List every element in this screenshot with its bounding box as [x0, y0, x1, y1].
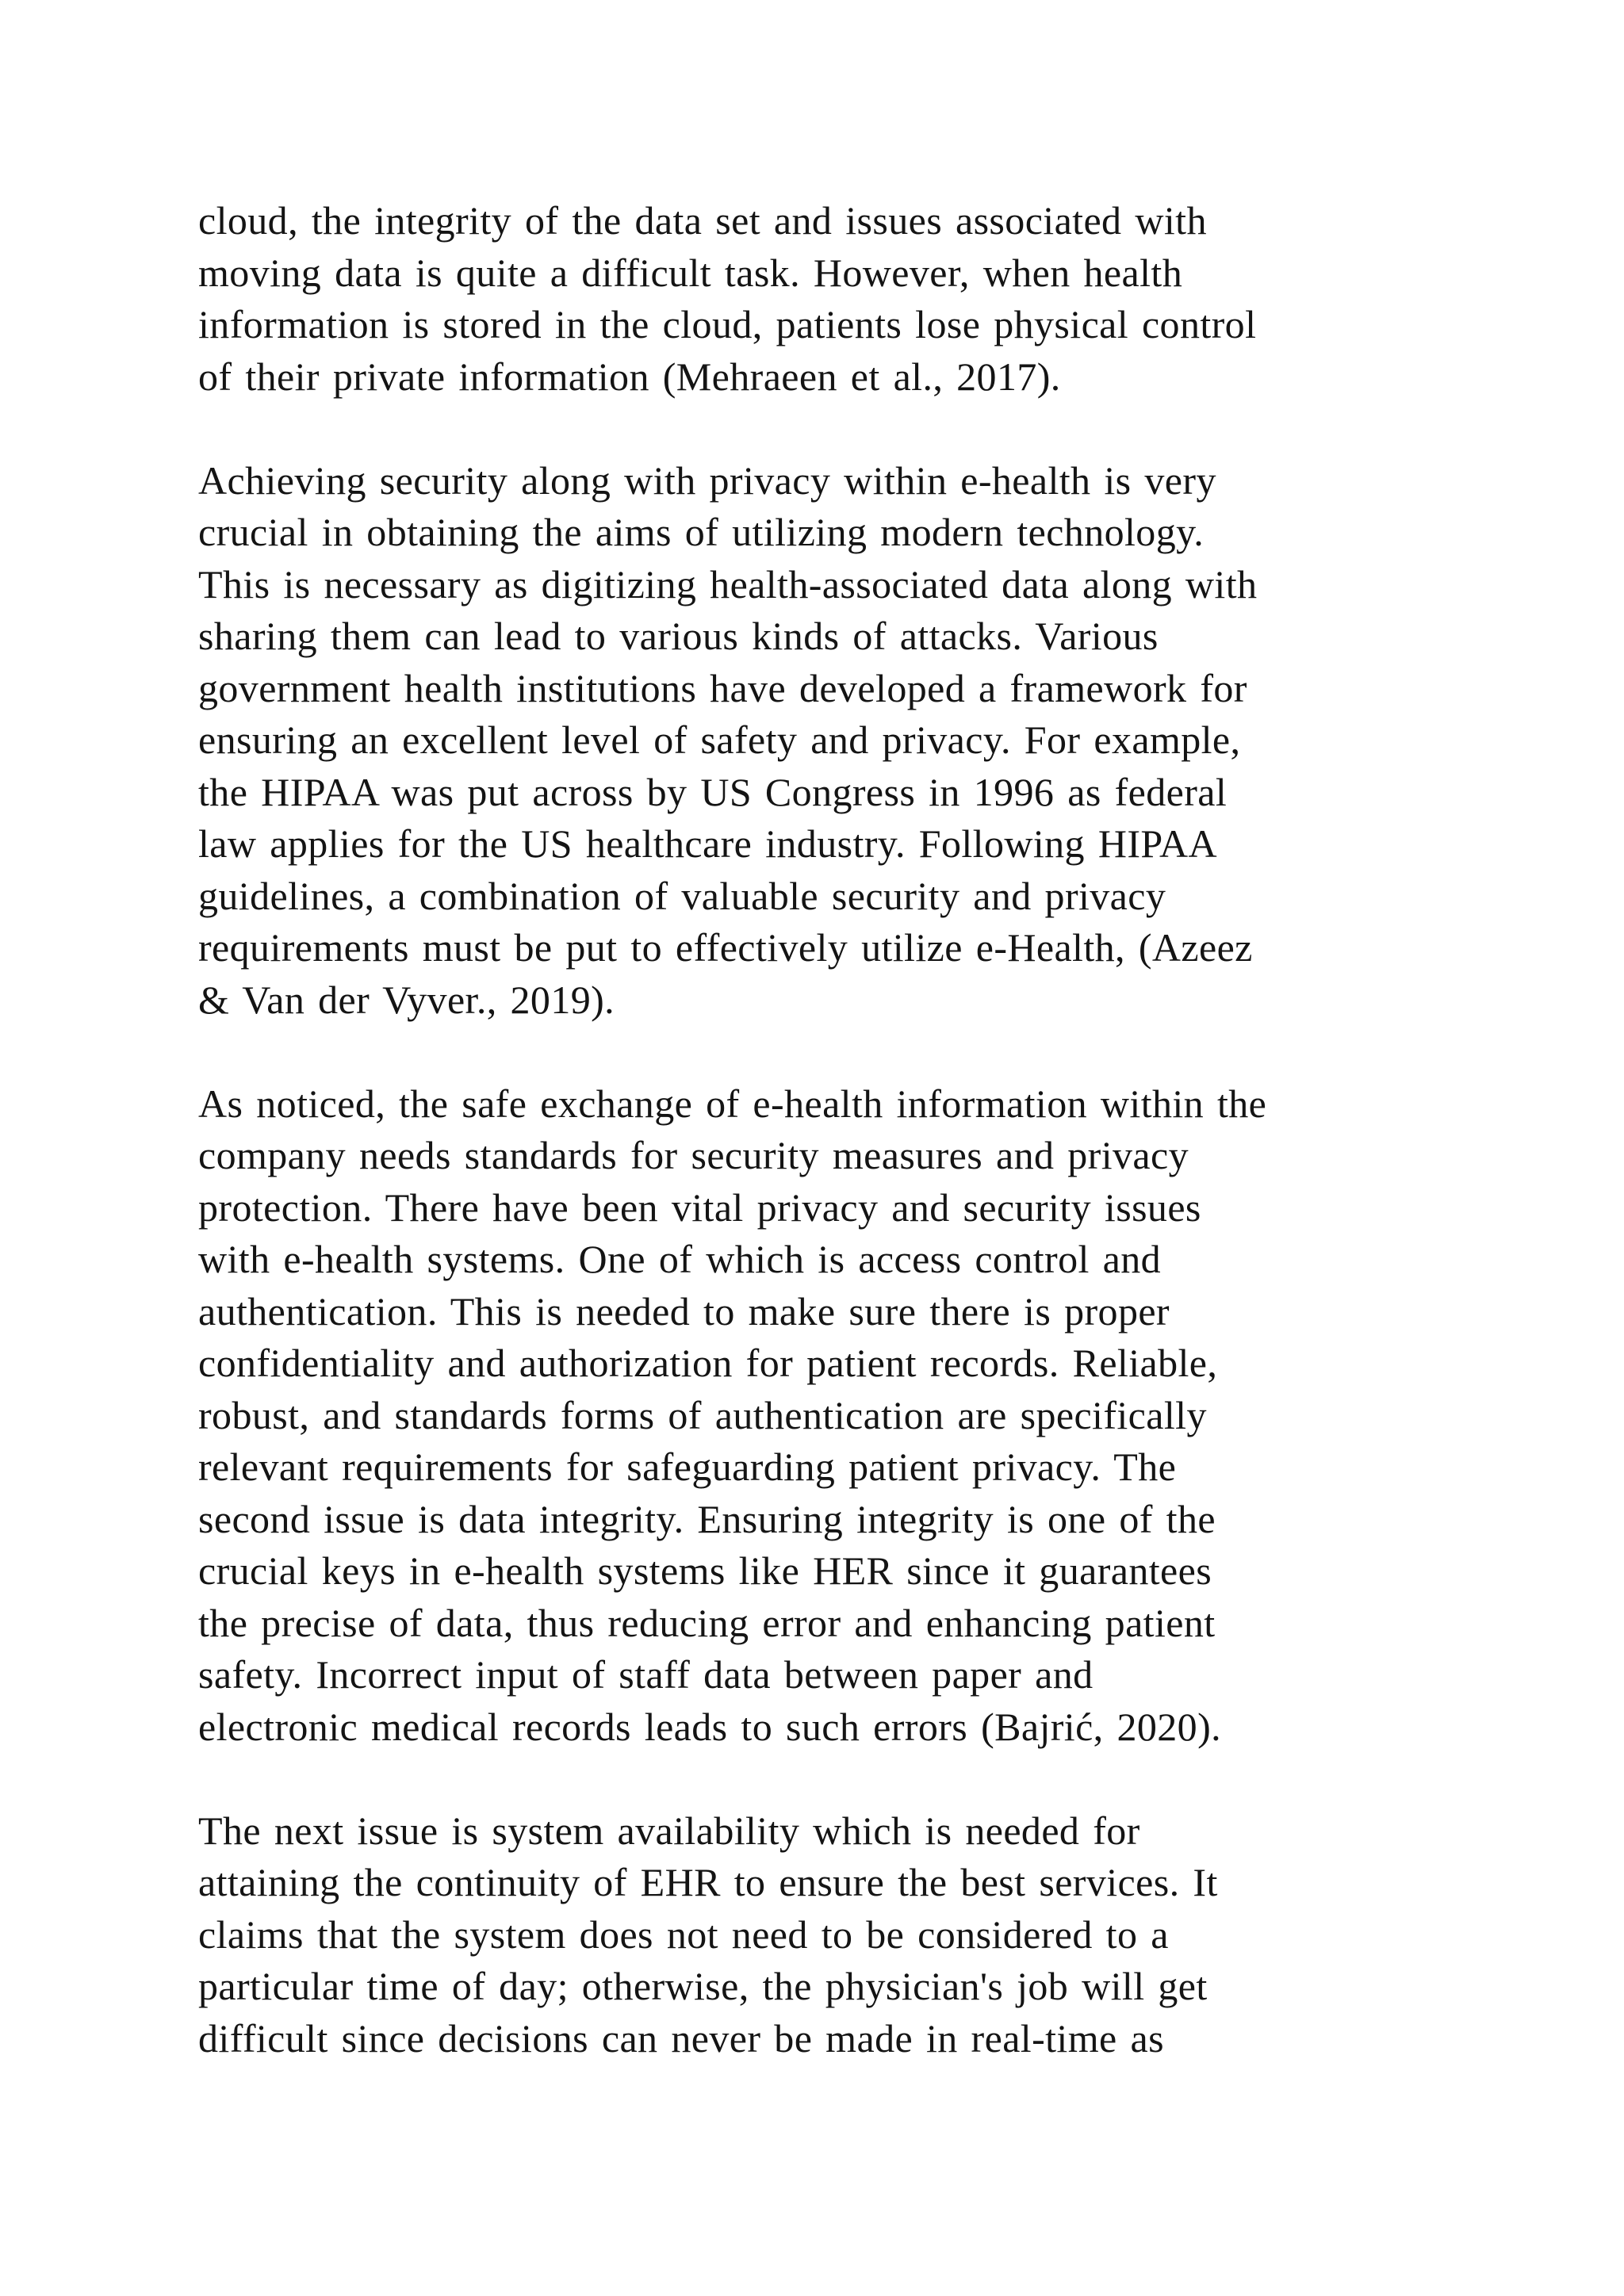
paragraph-safe-exchange: [198, 1078, 1475, 1754]
text-line: The next issue is system availability which is needed for: [198, 1808, 1140, 1853]
text-line: difficult since decisions can never be made in real-time as: [198, 2015, 1164, 2061]
text-line: sharing them can lead to various kinds of attacks. Various: [198, 614, 1159, 658]
text-line: electronic medical records leads to such errors (Bajrić, 2020).: [198, 1704, 1222, 1749]
text-line: authentication. This is needed to make sure there is proper: [198, 1288, 1170, 1334]
text-line: law applies for the US healthcare industry. Following HIPAA: [198, 821, 1218, 866]
text-line: ensuring an excellent level of safety and privacy. For example,: [198, 718, 1241, 762]
text-line: requirements must be put to effectively utilize e-Health, (Azeez: [198, 925, 1253, 970]
text-line: government health institutions have developed a framework for: [198, 665, 1247, 710]
text-line: of their private information (Mehraeen et al., 2017).: [198, 354, 1061, 399]
text-line: protection. There have been vital privacy and security issues: [198, 1184, 1201, 1230]
text-line: moving data is quite a difficult task. However, when health: [198, 250, 1183, 295]
paragraph-system-availability: [198, 1805, 1475, 2065]
text-line: & Van der Vyver., 2019).: [198, 977, 615, 1022]
text-line: Achieving security along with privacy within e-health is very: [198, 457, 1216, 503]
text-line: guidelines, a combination of valuable security and privacy: [198, 873, 1166, 918]
text-line: As noticed, the safe exchange of e-health information within the: [198, 1081, 1267, 1126]
text-line: with e-health systems. One of which is access control and: [198, 1237, 1162, 1281]
text-line: confidentiality and authorization for patient records. Reliable,: [198, 1341, 1218, 1385]
text-line: particular time of day; otherwise, the physician's job will get: [198, 1964, 1208, 2008]
paragraph-cloud-integrity: [198, 195, 1475, 403]
text-line: second issue is data integrity. Ensuring integrity is one of the: [198, 1496, 1216, 1541]
text-line: relevant requirements for safeguarding patient privacy. The: [198, 1445, 1177, 1489]
text-line: the HIPAA was put across by US Congress in 1996 as federal: [198, 769, 1228, 814]
text-line: crucial in obtaining the aims of utilizing modern technology.: [198, 510, 1205, 554]
text-line: attaining the continuity of EHR to ensure the best services. It: [198, 1860, 1218, 1904]
text-line: the precise of data, thus reducing error and enhancing patient: [198, 1600, 1216, 1645]
text-line: company needs standards for security measures and privacy: [198, 1133, 1189, 1177]
paragraph-security-privacy: [198, 455, 1475, 1027]
text-line: robust, and standards forms of authentication are specifically: [198, 1392, 1207, 1437]
body-text: [198, 195, 1475, 2117]
text-line: safety. Incorrect input of staff data between paper and: [198, 1652, 1094, 1697]
text-line: This is necessary as digitizing health-associated data along with: [198, 561, 1258, 607]
text-line: cloud, the integrity of the data set and issues associated with: [198, 198, 1207, 243]
text-line: information is stored in the cloud, patients lose physical control: [198, 302, 1257, 346]
text-line: claims that the system does not need to be considered to a: [198, 1911, 1169, 1957]
text-line: crucial keys in e-health systems like HER since it guarantees: [198, 1548, 1212, 1593]
